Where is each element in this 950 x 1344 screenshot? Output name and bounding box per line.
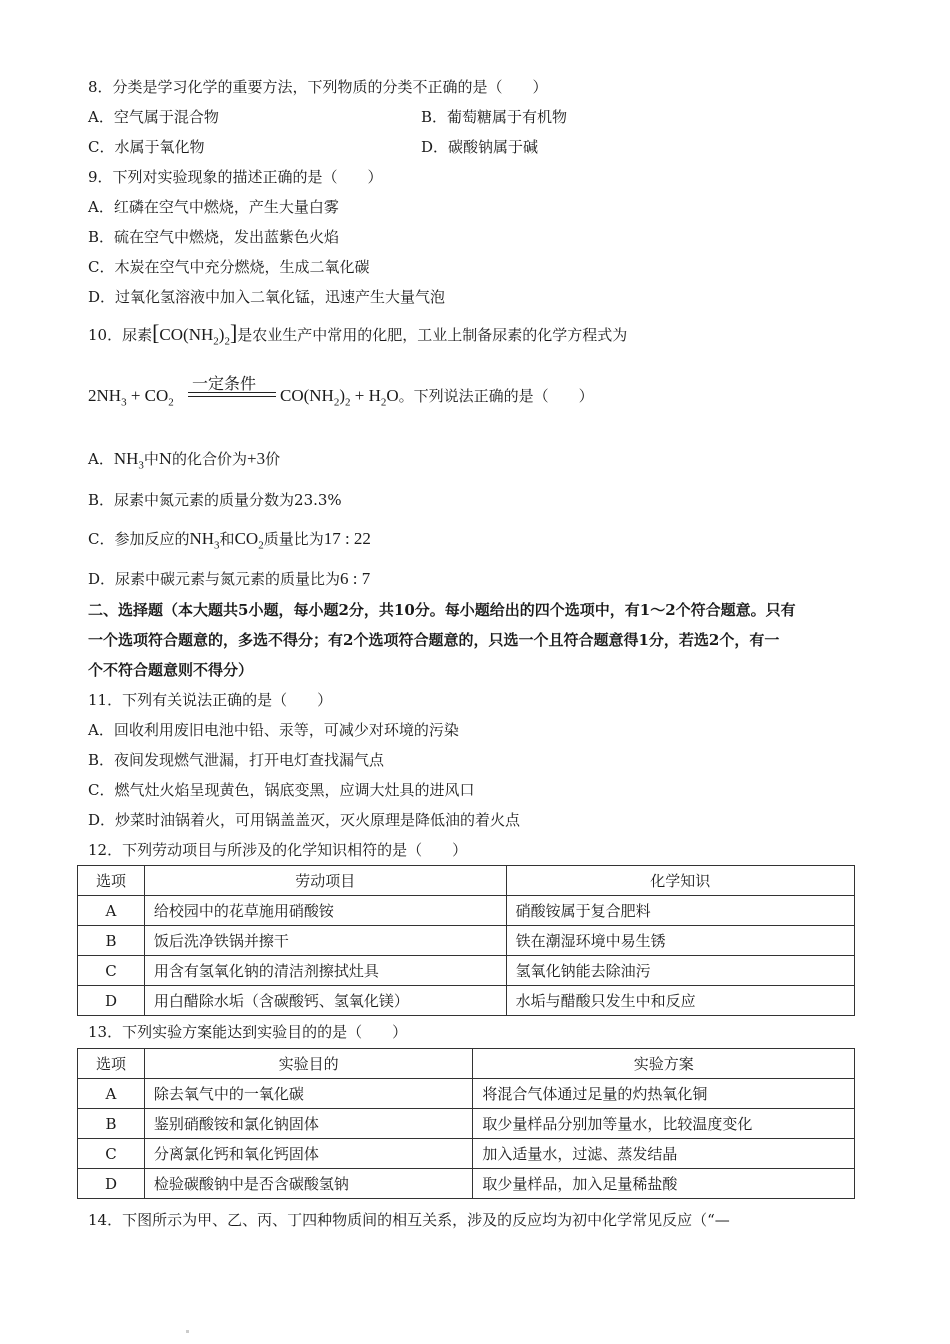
header-option: 选项 <box>78 1049 145 1079</box>
header-chem-knowledge: 化学知识 <box>506 866 854 896</box>
q10-option-c <box>88 529 371 555</box>
row-option: A <box>78 896 145 926</box>
q9-option-b: B．硫在空气中燃烧，发出蓝紫色火焰 <box>88 228 340 246</box>
row-option: D <box>78 1169 145 1199</box>
q10-d-ratio: 6 : 7 <box>340 569 371 588</box>
row-plan: 取少量样品分别加等量水，比较温度变化 <box>473 1109 855 1139</box>
q10-a-text: 中N的化合价为 <box>143 450 248 468</box>
row-option: A <box>78 1079 145 1109</box>
q10-a-suffix: 价 <box>265 450 281 468</box>
q8-option-b: B．葡萄糖属于有机物 <box>421 108 568 126</box>
q12-table <box>77 865 855 1016</box>
products: $CO(NH_2)_2 + H_2O$ <box>280 386 399 409</box>
q10-number: 10．尿素 <box>88 326 153 344</box>
row-goal: 鉴别硝酸铵和氯化钠固体 <box>144 1109 472 1139</box>
q11-option-d: D．炒菜时油锅着火，可用锅盖盖灭，灭火原理是降低油的着火点 <box>88 811 521 829</box>
products-line <box>280 386 594 412</box>
q8-option-c: C．水属于氧化物 <box>88 138 205 156</box>
q8-option-a: A．空气属于混合物 <box>88 108 219 126</box>
table-row <box>78 1109 855 1139</box>
q10-option-a <box>88 449 280 475</box>
q11-option-a: A．回收利用废旧电池中铅、汞等，可减少对环境的污染 <box>88 721 459 739</box>
table-row <box>78 1139 855 1169</box>
table-row <box>78 956 855 986</box>
q10-equation-tail: 。下列说法正确的是（ ） <box>398 387 594 405</box>
row-labor-item: 用含有氢氧化钠的清洁剂擦拭灶具 <box>144 956 506 986</box>
table-row <box>78 896 855 926</box>
row-plan: 加入适量水，过滤、蒸发结晶 <box>473 1139 855 1169</box>
table-header-row <box>78 866 855 896</box>
row-chem-knowledge: 水垢与醋酸只发生中和反应 <box>506 986 854 1016</box>
header-experiment-goal: 实验目的 <box>144 1049 472 1079</box>
header-experiment-plan: 实验方案 <box>473 1049 855 1079</box>
row-chem-knowledge: 硝酸铵属于复合肥料 <box>506 896 854 926</box>
section2-line3: 个不符合题意则不得分） <box>88 661 254 679</box>
row-option: C <box>78 1139 145 1169</box>
row-labor-item: 给校园中的花草施用硝酸铵 <box>144 896 506 926</box>
row-option: D <box>78 986 145 1016</box>
table-row <box>78 986 855 1016</box>
q11-option-b: B．夜间发现燃气泄漏，打开电灯查找漏气点 <box>88 751 385 769</box>
q10-option-d <box>88 569 370 589</box>
reaction-condition: 一定条件 <box>192 374 257 393</box>
table-header-row <box>78 1049 855 1079</box>
equals-bar-bottom <box>188 396 276 397</box>
q10-stem <box>88 320 628 351</box>
header-option: 选项 <box>78 866 145 896</box>
q13-table <box>77 1048 855 1199</box>
equals-bar-top <box>188 392 276 393</box>
q9-option-c: C．木炭在空气中充分燃烧，生成二氧化碳 <box>88 258 370 276</box>
q8-option-d: D．碳酸钠属于碱 <box>421 138 539 156</box>
table-row <box>78 1169 855 1199</box>
row-plan: 将混合气体通过足量的灼热氧化铜 <box>473 1079 855 1109</box>
nh3-formula: $NH_3$ <box>113 449 144 472</box>
header-labor-item: 劳动项目 <box>144 866 506 896</box>
q10-c-text: 质量比为 <box>263 530 324 548</box>
row-goal: 检验碳酸钠中是否含碳酸氢钠 <box>144 1169 472 1199</box>
q10-a-value: +3 <box>247 449 266 468</box>
q10-option-b: B．尿素中氮元素的质量分数为23.3% <box>88 491 342 509</box>
row-chem-knowledge: 铁在潮湿环境中易生锈 <box>506 926 854 956</box>
row-option: C <box>78 956 145 986</box>
row-goal: 除去氧气中的一氧化碳 <box>144 1079 472 1109</box>
q9-option-d: D．过氧化氢溶液中加入二氧化锰，迅速产生大量气泡 <box>88 288 446 306</box>
co2-formula: $CO_2$ <box>234 529 264 552</box>
q9-option-a: A．红磷在空气中燃烧，产生大量白雾 <box>88 198 339 216</box>
q10-c-and: 和 <box>219 530 235 548</box>
table-row <box>78 1079 855 1109</box>
q14-stem: 14．下图所示为甲、乙、丙、丁四种物质间的相互关系，涉及的反应均为初中化学常见反应（“— <box>88 1211 730 1229</box>
q10-c-ratio: 17 : 22 <box>323 529 371 548</box>
q10-stem-rest: 是农业生产中常用的化肥，工业上制备尿素的化学方程式为 <box>237 326 628 344</box>
row-labor-item: 用白醋除水垢（含碳酸钙、氢氧化镁） <box>144 986 506 1016</box>
table-row <box>78 926 855 956</box>
q8-stem: 8．分类是学习化学的重要方法，下列物质的分类不正确的是（ ） <box>88 78 548 96</box>
section2-line1: 二、选择题（本大题共5小题，每小题2分，共10分。每小题给出的四个选项中，有1～2个符合题意。只有 <box>88 601 796 619</box>
row-chem-knowledge: 氢氧化钠能去除油污 <box>506 956 854 986</box>
section2-line2: 一个选项符合题意的，多选不得分；有2个选项符合题意的，只选一个且符合题意得1分，若选2个，有一 <box>88 631 780 649</box>
page-mark <box>186 1330 189 1333</box>
q10-d-text: D．尿素中碳元素与氮元素的质量比为 <box>88 570 341 588</box>
q13-stem: 13．下列实验方案能达到实验目的的是（ ） <box>88 1023 408 1041</box>
reactants: $2NH_3 + CO_2$ <box>88 386 174 409</box>
q11-option-c: C．燃气灶火焰呈现黄色，锅底变黑，应调大灶具的进风口 <box>88 781 475 799</box>
row-plan: 取少量样品，加入足量稀盐酸 <box>473 1169 855 1199</box>
row-option: B <box>78 1109 145 1139</box>
nh3-formula: $NH_3$ <box>189 529 220 552</box>
q11-stem: 11．下列有关说法正确的是（ ） <box>88 691 333 709</box>
q10-c-label: C．参加反应的 <box>88 530 190 548</box>
urea-formula: $[CO(NH_2)_2]$ <box>152 320 238 348</box>
row-goal: 分离氯化钙和氧化钙固体 <box>144 1139 472 1169</box>
row-labor-item: 饭后洗净铁锅并擦干 <box>144 926 506 956</box>
q9-stem: 9．下列对实验现象的描述正确的是（ ） <box>88 168 383 186</box>
row-option: B <box>78 926 145 956</box>
q12-stem: 12．下列劳动项目与所涉及的化学知识相符的是（ ） <box>88 841 468 859</box>
q10-a-label: A． <box>88 450 114 468</box>
